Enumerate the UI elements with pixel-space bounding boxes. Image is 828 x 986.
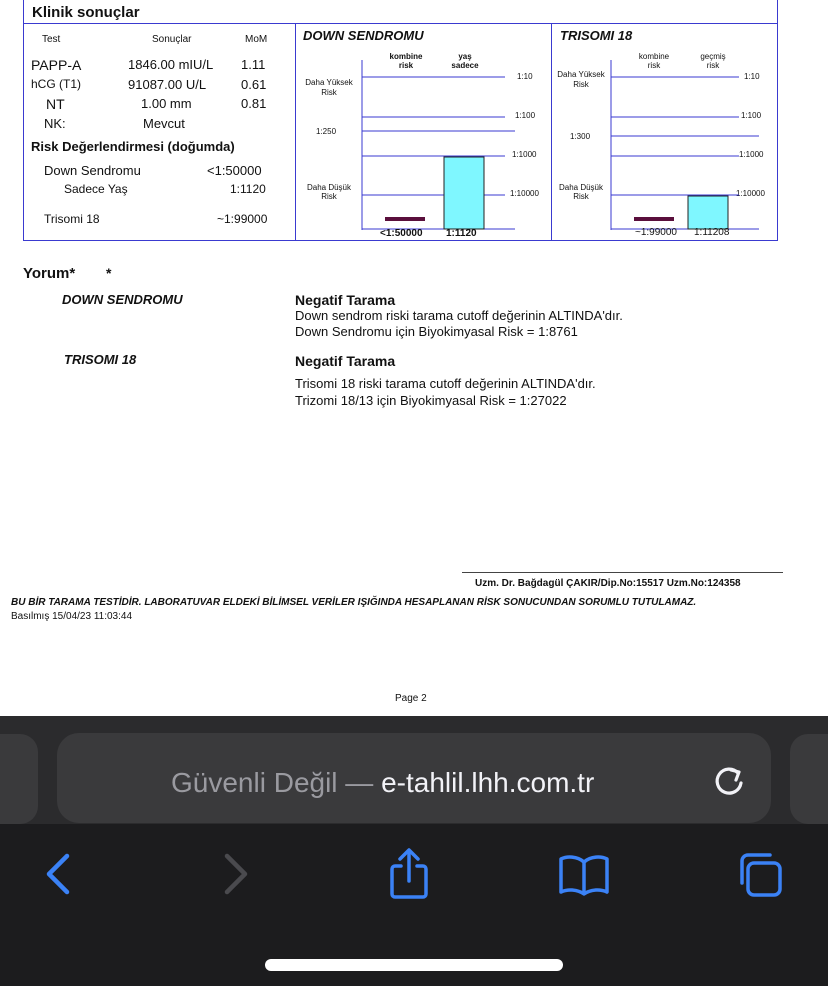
row-mom: 0.61 [241, 77, 267, 92]
address-bar-area [0, 716, 828, 824]
down-chart-title: DOWN SENDROMU [303, 28, 424, 43]
tri-chart-title: TRISOMI 18 [560, 28, 633, 43]
address-bar[interactable] [57, 733, 771, 823]
back-button[interactable] [28, 844, 88, 904]
tri-value2: 1:11208 [694, 227, 730, 238]
down-higher-risk [301, 78, 357, 98]
page-number: Page 2 [395, 693, 427, 704]
comment-down-label: DOWN SENDROMU [62, 292, 183, 307]
down-higher-line: Daha Yüksek [305, 78, 353, 87]
row-value: Mevcut [143, 116, 185, 131]
tri-tick-label: 1:10 [744, 72, 760, 81]
tri-col2-line: geçmiş [700, 52, 726, 61]
down-tick-label: 1:100 [515, 111, 536, 120]
down-tick-label: 1:10000 [510, 189, 539, 198]
comment-tri-label: TRISOMI 18 [64, 352, 137, 367]
signature-rule [462, 572, 783, 573]
row-mom: 0.81 [241, 96, 267, 111]
row-test: NT [46, 96, 65, 112]
down-lower-line: Risk [321, 192, 337, 201]
tri-value1: ~1:99000 [635, 227, 677, 238]
tri-higher-line: Daha Yüksek [557, 70, 605, 79]
comment-down-line: Down Sendromu için Biyokimyasal Risk = 1:8761 [295, 324, 578, 339]
chevron-right-icon [221, 852, 251, 896]
header-mom: MoM [245, 34, 268, 45]
panel-divider [295, 24, 296, 241]
insecure-label: Güvenli Değil — [171, 767, 374, 798]
tri-cutoff-label: 1:300 [570, 132, 591, 141]
tri-higher-risk [553, 70, 609, 90]
row-mom: 1.11 [241, 57, 266, 72]
down-lower-line: Daha Düşük [306, 183, 352, 192]
home-indicator[interactable] [265, 959, 563, 971]
row-value: 1.00 mm [141, 96, 192, 111]
down-bar-age [444, 157, 484, 229]
down-tick-label: 1:1000 [512, 150, 537, 159]
url-host: e-tahlil.lhh.com.tr [381, 767, 595, 798]
risk-value: ~1:99000 [217, 212, 268, 226]
down-lower-risk [301, 183, 357, 201]
comment-tri-head: Negatif Tarama [295, 353, 396, 369]
header-test: Test [42, 34, 61, 45]
comment-tri-line: Trizomi 18/13 için Biyokimyasal Risk = 1:27022 [295, 393, 567, 408]
tri-tick-label: 1:100 [741, 111, 762, 120]
tri-col1-line: kombine [638, 52, 670, 61]
risk-label: Trisomi 18 [44, 212, 100, 226]
risk-value: <1:50000 [207, 163, 262, 178]
down-col2-line: yaş [458, 52, 472, 61]
down-tick-label: 1:10 [517, 72, 533, 81]
risk-label: Sadece Yaş [64, 182, 128, 196]
book-icon [557, 852, 611, 896]
reload-icon[interactable] [709, 761, 749, 801]
printed-timestamp: Basılmış 15/04/23 11:03:44 [11, 611, 133, 622]
comment-down-line: Down sendrom riski tarama cutoff değerinin ALTINDA'dır. [295, 308, 623, 323]
tri-lower-line: Daha Düşük [558, 183, 604, 192]
url-text[interactable] [171, 767, 594, 799]
down-value1: <1:50000 [380, 228, 423, 239]
risk-label: Down Sendromu [44, 163, 141, 178]
down-col2-line: sadece [451, 61, 479, 70]
down-cutoff-label: 1:250 [316, 127, 337, 136]
previous-tab-preview[interactable] [0, 734, 38, 824]
tri-col1-line: risk [647, 61, 661, 70]
disclaimer: BU BİR TARAMA TESTİDİR. LABORATUVAR ELDEKİ BİLİMSEL VERİLER IŞIĞINDA HESAPLANAN RİSK SONUCUNDAN SORUMLU TUTULAMAZ. [11, 597, 697, 608]
tri-tick-label: 1:10000 [736, 189, 765, 198]
down-col1-line: kombine [389, 52, 423, 61]
tabs-icon [734, 849, 786, 899]
bookmarks-button[interactable] [554, 844, 614, 904]
tri-bar-combined [634, 217, 674, 221]
tri-col2-line: risk [706, 61, 720, 70]
down-higher-line: Risk [321, 88, 337, 97]
row-value: 91087.00 U/L [128, 77, 207, 92]
signature: Uzm. Dr. Bağdagül ÇAKIR/Dip.No:15517 Uzm.No:124358 [475, 578, 741, 589]
tabs-button[interactable] [730, 844, 790, 904]
risk-value: 1:1120 [230, 182, 266, 196]
share-button[interactable] [379, 844, 439, 904]
risk-title: Risk Değerlendirmesi (doğumda) [31, 139, 235, 154]
tri-bar-history [688, 196, 728, 229]
row-test: PAPP-A [31, 57, 82, 73]
row-test: hCG (T1) [31, 77, 82, 91]
tri-lower-line: Risk [573, 192, 589, 201]
clinical-results-title: Klinik sonuçlar [32, 4, 140, 21]
tri-higher-line: Risk [573, 80, 589, 89]
down-chart-svg [355, 60, 515, 230]
down-value2: 1:1120 [446, 228, 477, 239]
comment-tri-line: Trisomi 18 riski tarama cutoff değerinin ALTINDA'dır. [295, 376, 596, 391]
header-results: Sonuçlar [152, 34, 192, 45]
down-bar-combined [385, 217, 425, 221]
chevron-left-icon [43, 852, 73, 896]
tri-lower-risk [553, 183, 609, 201]
browser-chrome [0, 716, 828, 986]
tri-tick-label: 1:1000 [739, 150, 764, 159]
comment-down-head: Negatif Tarama [295, 292, 396, 308]
forward-button[interactable] [206, 844, 266, 904]
down-col1-line: risk [398, 61, 414, 70]
row-value: 1846.00 mIU/L [128, 57, 214, 72]
comment-label: Yorum* [23, 265, 76, 282]
panel-divider [551, 24, 552, 241]
share-icon [386, 848, 432, 900]
next-tab-preview[interactable] [790, 734, 828, 824]
tri-chart-svg [604, 60, 764, 230]
row-test: NK: [44, 116, 66, 131]
comment-star: * [106, 265, 112, 281]
